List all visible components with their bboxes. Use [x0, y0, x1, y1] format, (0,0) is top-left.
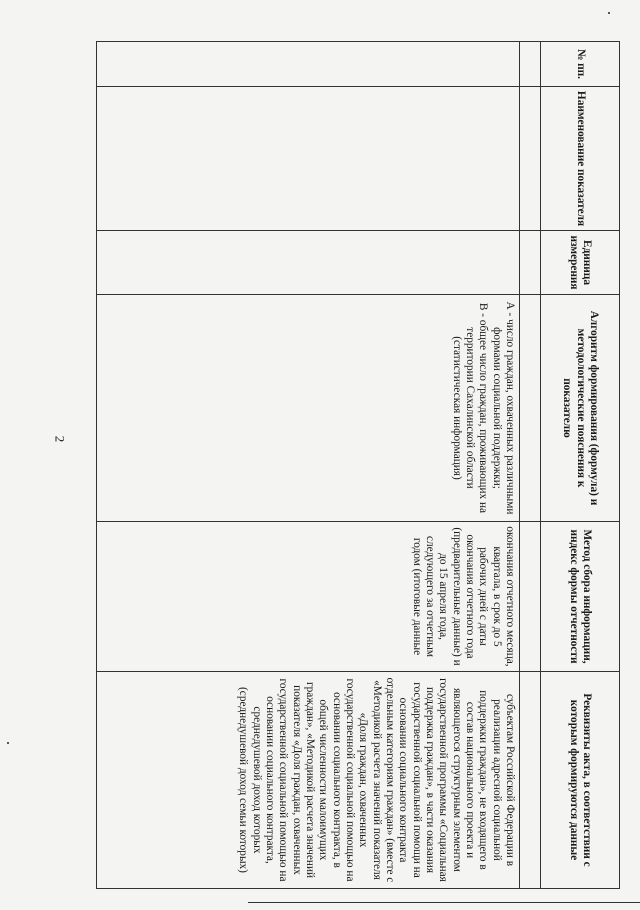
row-algorithm — [97, 295, 520, 522]
bottom-rule — [248, 902, 640, 903]
header-algorithm: Алгоритм формирования (формула) и методологические пояснения к показателю — [541, 295, 620, 522]
header-unit: Единица измерения — [541, 231, 620, 295]
algorithm-line-b: В - общее число граждан, проживающих на территории Сахалинской области (статистическая информация) — [450, 302, 490, 514]
scan-speck — [7, 742, 9, 744]
row-num — [97, 42, 520, 87]
row-method: окончания отчетного месяца, квартала, в срок до 5 рабочих дней с даты окончания отчетного года (предварительные данные) и до 15 апреля года, следующего за отчетным годом (итоговые данные — [97, 522, 520, 672]
table-blank-row — [520, 42, 541, 889]
header-method: Метод сбора информации, индекс формы отчетности — [541, 522, 620, 672]
indicator-table — [96, 41, 620, 889]
rotated-page-content — [96, 41, 620, 888]
scan-speck — [608, 12, 610, 14]
row-indicator-name — [97, 87, 520, 231]
table-header-row — [541, 42, 620, 889]
header-num: № пп. — [541, 42, 620, 87]
header-requisites: Реквизиты акта, в соответствии с которым формируются данные — [541, 672, 620, 889]
algorithm-line-a: А - число граждан, охваченных различными формами социальной поддержки; — [490, 301, 516, 515]
row-requisites: субъектам Российской Федерации в реализации адресной социальной поддержки граждан», не входящего в состав национального проекта и являющегося структурным элементом государственной программы «Социальная поддержка граждан», в части оказания государственной социальной помощи на основании социального контракта отдельным категориям граждан» (вместе с «Методикой расчета значений показателя «Доля граждан, охваченных государственной социальной помощью на основании социального контракта, в общей численности малоимущих граждан», «Методикой расчета значений показателя «Доля граждан, охваченных государственной социальной помощью на основании социального контракта, среднедушевой доход которых (среднедушевой доход семьи которых) — [97, 672, 520, 889]
header-indicator-name: Наименование показателя — [541, 87, 620, 231]
row-unit — [97, 231, 520, 295]
page-number: 2 — [52, 435, 68, 443]
table-row — [97, 42, 520, 889]
